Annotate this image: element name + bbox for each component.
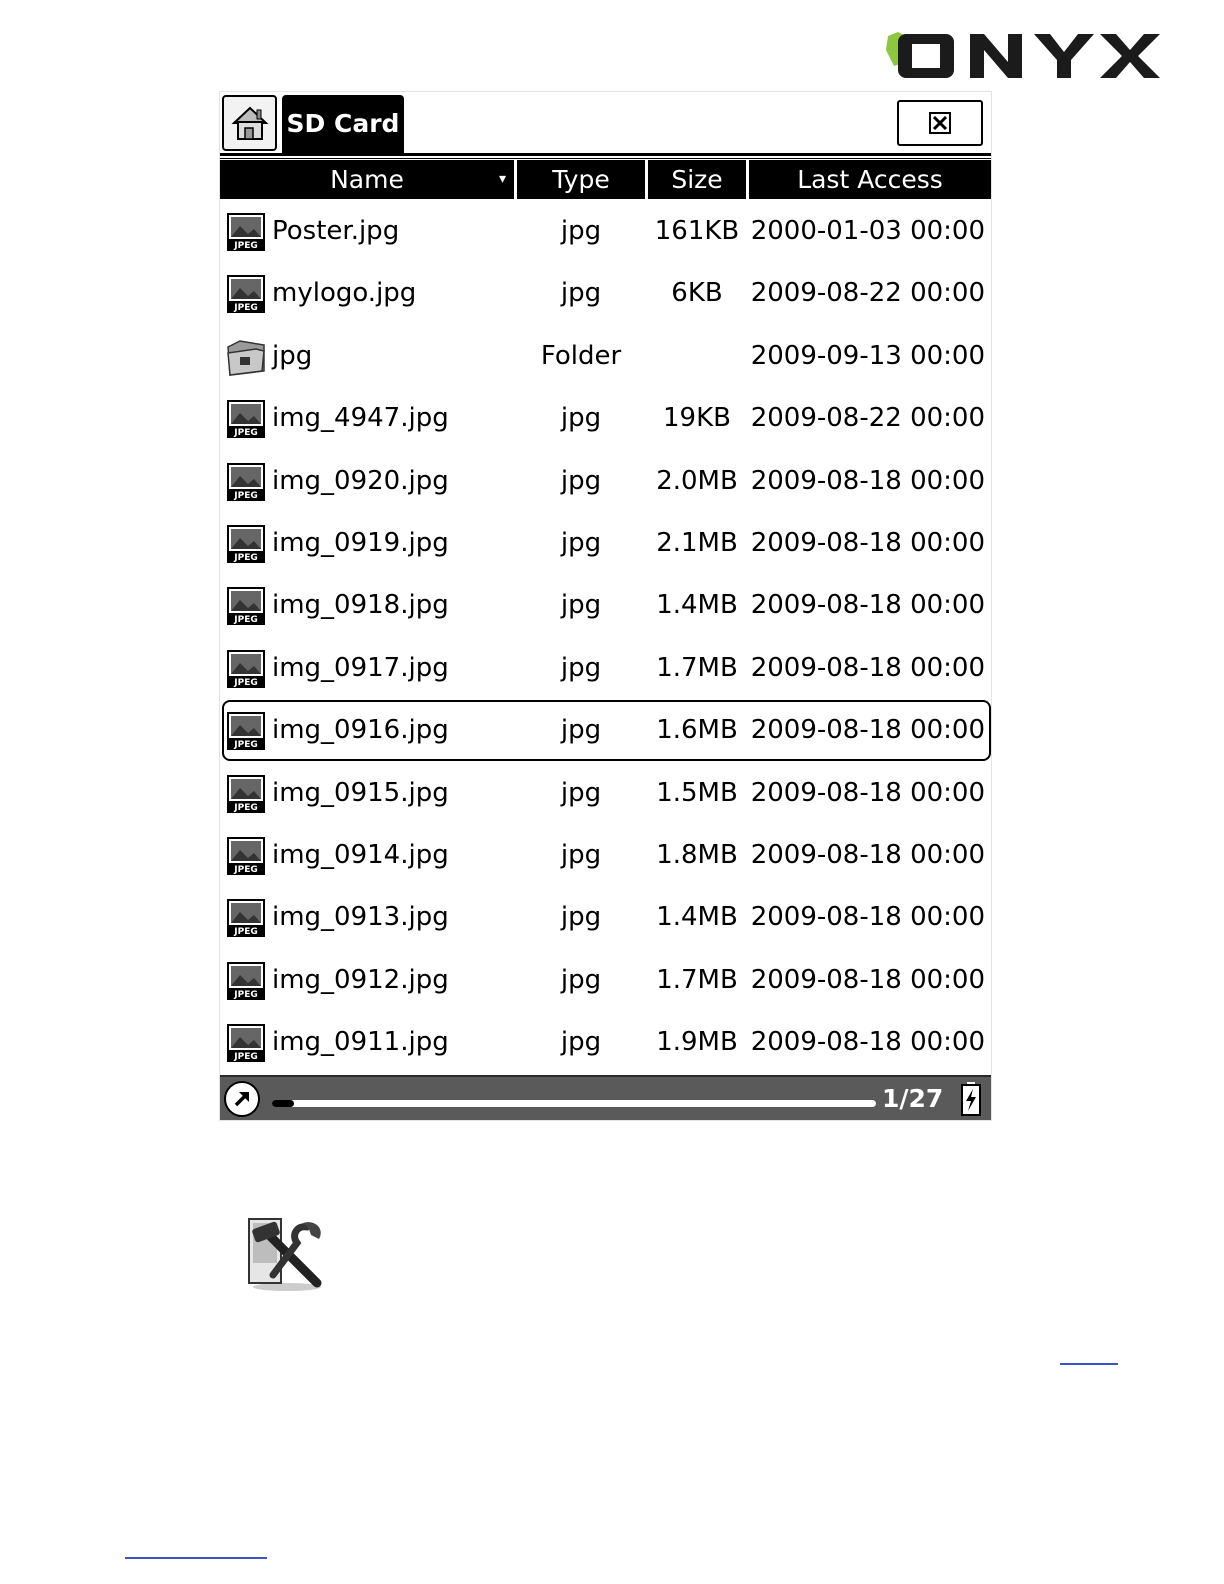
file-type: jpg [560,715,602,746]
file-size: 1.8MB [656,839,738,870]
jpeg-file-icon [226,711,266,751]
file-list [220,200,991,1073]
jpeg-file-icon [226,462,266,502]
file-size: 1.7MB [656,964,738,995]
arrow-up-right-icon [231,1088,253,1110]
file-size: 161KB [654,216,740,246]
file-name: img_0919.jpg [272,527,449,558]
jpeg-file-icon [226,274,266,314]
jpeg-file-icon [226,649,266,689]
file-size: 2.0MB [656,465,738,496]
hammer-wrench-icon [243,1213,328,1293]
file-name: img_0918.jpg [272,590,449,621]
file-row[interactable] [220,387,991,449]
file-last-access: 2009-08-18 00:00 [750,590,985,621]
file-type: jpg [560,839,602,870]
file-last-access: 2009-08-18 00:00 [750,902,985,933]
file-size: 19KB [663,403,731,434]
table-header [220,160,991,199]
file-type: jpg [560,278,602,309]
file-name: img_0916.jpg [272,715,449,746]
svg-text:JPEG: JPEG [234,1052,258,1063]
tab-sd-card[interactable]: SD Card [282,95,404,153]
file-size: 2.1MB [656,527,738,558]
page-indicator[interactable]: 1/27 [882,1084,944,1113]
svg-text:JPEG: JPEG [234,802,258,813]
file-row[interactable] [220,200,991,262]
file-last-access: 2009-08-18 00:00 [750,777,985,808]
file-last-access: 2009-09-13 00:00 [750,340,985,371]
file-browser-window [220,92,991,1120]
jpeg-file-icon [226,774,266,814]
file-name: jpg [272,340,313,371]
svg-text:JPEG: JPEG [234,615,258,626]
file-size: 1.4MB [656,590,738,621]
status-bar [220,1075,991,1120]
file-size: 1.4MB [656,902,738,933]
link-underline[interactable] [125,1557,267,1559]
file-type: jpg [560,1027,602,1058]
file-size: 1.5MB [656,777,738,808]
file-row[interactable] [220,512,991,574]
file-type: jpg [560,216,602,246]
jpeg-file-icon [226,898,266,938]
jpeg-file-icon [226,586,266,626]
file-row[interactable] [220,262,991,324]
file-last-access: 2009-08-18 00:00 [750,1027,985,1058]
svg-text:JPEG: JPEG [234,864,258,875]
file-name: img_0920.jpg [272,465,449,496]
battery-charging-icon [960,1081,982,1117]
svg-text:JPEG: JPEG [234,428,258,439]
top-bar [220,92,991,154]
home-button[interactable] [222,95,277,151]
close-icon [928,111,952,135]
file-last-access: 2000-01-03 00:00 [750,216,985,246]
file-row[interactable] [220,886,991,948]
file-size: 6KB [671,278,723,309]
jpeg-file-icon [226,212,266,252]
file-row[interactable] [220,699,991,761]
file-type: jpg [560,652,602,683]
column-label: Name [330,165,404,194]
jpeg-file-icon [226,961,266,1001]
file-name: img_0913.jpg [272,902,449,933]
home-icon [231,104,269,142]
file-row[interactable] [220,450,991,512]
file-size: 1.9MB [656,1027,738,1058]
svg-text:JPEG: JPEG [234,490,258,501]
file-type: jpg [560,465,602,496]
file-last-access: 2009-08-18 00:00 [750,652,985,683]
file-last-access: 2009-08-22 00:00 [750,403,985,434]
file-row[interactable] [220,824,991,886]
onyx-logo [884,28,1164,84]
jpeg-file-icon [226,524,266,564]
file-last-access: 2009-08-18 00:00 [750,839,985,870]
file-row[interactable] [220,325,991,387]
file-last-access: 2009-08-18 00:00 [750,527,985,558]
file-name: img_0915.jpg [272,777,449,808]
file-type: jpg [560,527,602,558]
page-progress-fill [272,1100,294,1107]
file-last-access: 2009-08-18 00:00 [750,964,985,995]
svg-text:JPEG: JPEG [234,989,258,1000]
file-row[interactable] [220,637,991,699]
file-name: img_0917.jpg [272,652,449,683]
column-header-name[interactable] [220,160,514,199]
file-name: img_4947.jpg [272,403,449,434]
file-row[interactable] [220,762,991,824]
divider [220,158,991,159]
file-row[interactable] [220,574,991,636]
sort-desc-icon: ▾ [498,171,506,187]
file-type: Folder [540,340,622,371]
file-name: img_0911.jpg [272,1027,449,1058]
link-underline[interactable] [1060,1363,1118,1365]
svg-text:JPEG: JPEG [234,303,258,314]
svg-text:JPEG: JPEG [234,241,258,251]
file-name: img_0914.jpg [272,839,449,870]
file-type: jpg [560,964,602,995]
file-type: jpg [560,590,602,621]
svg-text:JPEG: JPEG [234,740,258,751]
file-size: 1.6MB [656,715,738,746]
file-last-access: 2009-08-22 00:00 [750,278,985,309]
file-row[interactable] [220,949,991,1011]
svg-text:JPEG: JPEG [234,552,258,563]
file-name: Poster.jpg [272,216,400,246]
jpeg-file-icon [226,399,266,439]
folder-icon [226,337,266,377]
divider [220,153,991,156]
file-last-access: 2009-08-18 00:00 [750,465,985,496]
page-progress-bar[interactable] [272,1100,876,1107]
file-type: jpg [560,403,602,434]
column-header-last-access[interactable]: Last Access [749,160,991,199]
file-name: mylogo.jpg [272,278,417,309]
column-header-type[interactable]: Type [517,160,645,199]
file-type: jpg [560,777,602,808]
svg-text:JPEG: JPEG [234,677,258,688]
file-size: 1.7MB [656,652,738,683]
file-name: img_0912.jpg [272,964,449,995]
jump-button[interactable] [224,1081,260,1117]
jpeg-file-icon [226,836,266,876]
file-type: jpg [560,902,602,933]
jpeg-file-icon [226,1023,266,1063]
close-button[interactable] [897,100,983,146]
file-row[interactable] [220,1011,991,1073]
column-header-size[interactable]: Size [648,160,746,199]
svg-text:JPEG: JPEG [234,927,258,938]
file-last-access: 2009-08-18 00:00 [750,715,985,746]
